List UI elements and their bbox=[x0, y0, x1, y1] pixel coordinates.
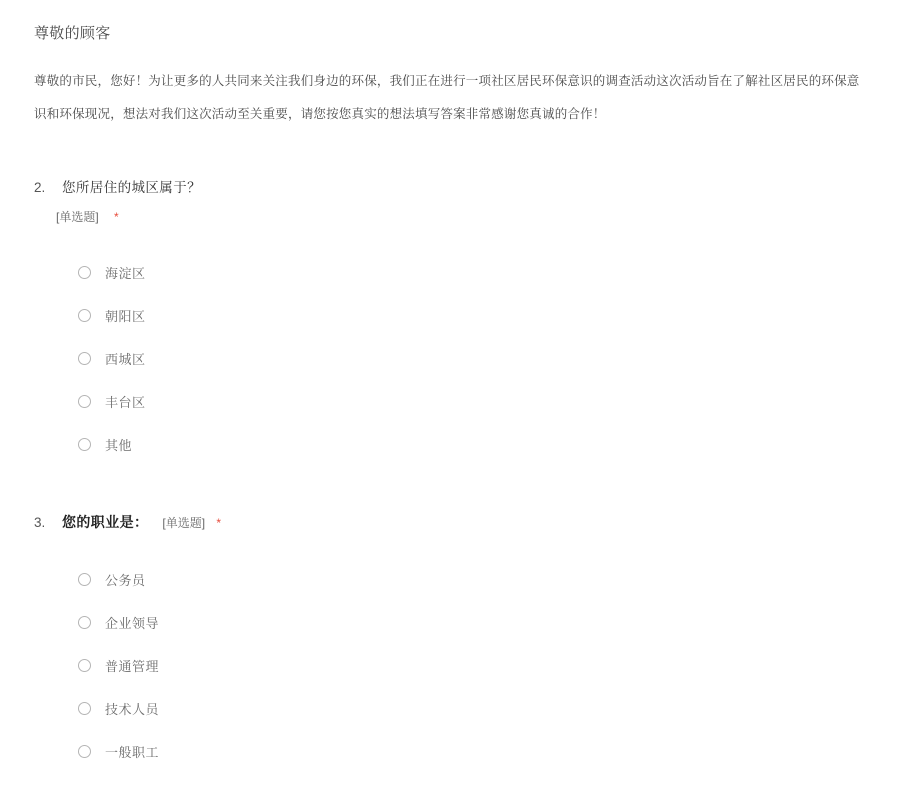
option-general-employee[interactable] bbox=[78, 730, 866, 773]
question-2 bbox=[34, 176, 866, 466]
question-3-header bbox=[34, 512, 866, 532]
option-civil-servant[interactable] bbox=[78, 558, 866, 601]
question-3 bbox=[34, 512, 866, 773]
option-label: 海淀区 bbox=[105, 266, 146, 281]
question-2-number: 2. bbox=[34, 180, 46, 195]
radio-icon[interactable] bbox=[78, 573, 91, 586]
radio-icon[interactable] bbox=[78, 659, 91, 672]
option-label: 一般职工 bbox=[105, 745, 160, 760]
question-2-required-mark: * bbox=[114, 210, 119, 224]
option-label: 企业领导 bbox=[105, 616, 160, 631]
survey-description: 尊敬的市民，您好！为让更多的人共同来关注我们身边的环保，我们正在进行一项社区居民环保意识的调查活动这次活动旨在了解社区居民的环保意识和环保现况，想法对我们这次活动至关重要，请您按您真实的想法填写答案非常感谢您真诚的合作！ bbox=[34, 74, 860, 121]
option-enterprise-leader[interactable] bbox=[78, 601, 866, 644]
question-2-header bbox=[34, 176, 866, 196]
question-3-meta bbox=[162, 514, 221, 531]
option-haidian[interactable] bbox=[78, 251, 866, 294]
radio-icon[interactable] bbox=[78, 352, 91, 365]
question-2-options bbox=[34, 251, 866, 466]
question-3-required-mark: * bbox=[216, 516, 222, 530]
option-label: 其他 bbox=[105, 438, 133, 453]
option-fengtai[interactable] bbox=[78, 380, 866, 423]
option-label: 丰台区 bbox=[105, 395, 146, 410]
option-technical-staff[interactable] bbox=[78, 687, 866, 730]
question-2-type-label: [单选题] bbox=[56, 210, 99, 224]
option-label: 朝阳区 bbox=[105, 309, 146, 324]
option-label: 西城区 bbox=[105, 352, 146, 367]
radio-icon[interactable] bbox=[78, 616, 91, 629]
radio-icon[interactable] bbox=[78, 702, 91, 715]
question-3-type-label: [单选题] bbox=[162, 516, 206, 530]
radio-icon[interactable] bbox=[78, 309, 91, 322]
page-title: 尊敬的顾客 bbox=[34, 25, 111, 42]
question-3-number: 3. bbox=[34, 515, 46, 530]
option-other[interactable] bbox=[78, 423, 866, 466]
radio-icon[interactable] bbox=[78, 266, 91, 279]
radio-icon[interactable] bbox=[78, 745, 91, 758]
question-2-text: 您所居住的城区属于？ bbox=[62, 180, 201, 195]
question-3-text: 您的职业是： bbox=[62, 514, 149, 530]
option-label: 普通管理 bbox=[105, 659, 160, 674]
question-3-options bbox=[34, 558, 866, 773]
radio-icon[interactable] bbox=[78, 395, 91, 408]
option-xicheng[interactable] bbox=[78, 337, 866, 380]
option-chaoyang[interactable] bbox=[78, 294, 866, 337]
option-label: 公务员 bbox=[105, 573, 146, 588]
option-label: 技术人员 bbox=[105, 702, 160, 717]
option-general-management[interactable] bbox=[78, 644, 866, 687]
radio-icon[interactable] bbox=[78, 438, 91, 451]
question-2-meta bbox=[56, 208, 866, 225]
